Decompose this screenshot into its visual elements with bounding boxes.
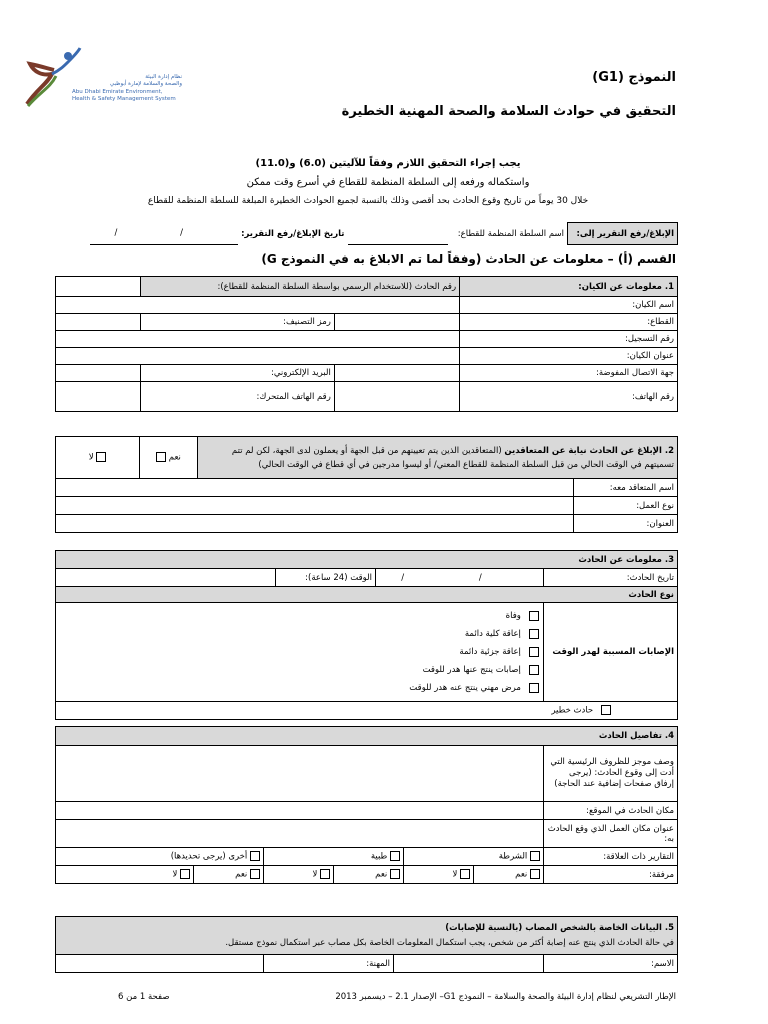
intro-line2: واستكماله ورفعه إلى السلطة المنظمة للقطاع في أسرع وقت ممكن	[246, 177, 530, 188]
report-date-field[interactable]: / /	[90, 223, 238, 245]
s3-option-total-checkbox[interactable]	[529, 629, 539, 639]
s2-work-type-label: نوع العمل:	[574, 497, 678, 515]
section-a-title: القسم (أ) – معلومات عن الحادث (وفقاً لما تم الابلاغ به في النموذج G)	[261, 252, 676, 266]
s4-work-address-field[interactable]	[56, 820, 544, 848]
s1-contact-field[interactable]	[334, 365, 459, 382]
s2-work-type-field[interactable]	[56, 497, 574, 515]
s4-medical-yes	[334, 866, 404, 884]
s3-option-injury-checkbox[interactable]	[529, 665, 539, 675]
s2-contractor-label: اسم المتعاقد معه:	[574, 479, 678, 497]
s1-sector-field[interactable]	[334, 314, 459, 331]
logo-text-ar1: نظام إدارة البيئة	[145, 74, 182, 80]
s2-address-field[interactable]	[56, 515, 574, 533]
s4-reports-label: التقارير ذات العلاقة:	[544, 848, 678, 866]
s4-other-no-label: لا	[172, 869, 178, 880]
s2-header	[198, 437, 678, 479]
s4-police-no	[404, 866, 474, 884]
s1-title: 1. معلومات عن الكيان:	[460, 277, 678, 297]
s5-name-label: الاسم:	[544, 955, 678, 973]
s4-location-label: مكان الحادث في الموقع:	[544, 802, 678, 820]
section-3-table	[55, 550, 678, 720]
intro-line1: يجب إجراء التحقيق اللازم وفقاً للآليتين (6.0) و(11.0)	[255, 158, 521, 169]
s5-job-label: المهنة:	[264, 955, 394, 973]
s3-option-fatal-checkbox[interactable]	[529, 611, 539, 621]
s4-location-field[interactable]	[56, 802, 544, 820]
section-4-table	[55, 726, 678, 884]
s4-work-address-label: عنوان مكان العمل الذي وقع الحادث به:	[544, 820, 678, 848]
s2-desc1: (المتعاقدين الذين يتم تعيينهم من قبل الجهة أو يعملون لدى الجهة، لكن لم تتم	[231, 445, 502, 456]
form-code: النموذج (G1)	[592, 70, 676, 85]
s1-mobile-label: رقم الهاتف المتحرك:	[140, 382, 334, 412]
s2-yes-cell	[140, 437, 198, 479]
s4-police-yes-checkbox[interactable]	[530, 869, 540, 879]
s4-police-yes	[474, 866, 544, 884]
s1-sector-label: القطاع:	[460, 314, 678, 331]
section-2-fields	[55, 478, 678, 533]
s4-other-yes-checkbox[interactable]	[250, 869, 260, 879]
s1-entity-name-field[interactable]	[56, 297, 460, 314]
logo-text-ar2: والصحة والسلامة لإمارة أبوظبي	[109, 81, 182, 87]
s3-serious-label: حادث خطير	[551, 705, 594, 716]
s1-entity-name-label: اسم الكيان:	[460, 297, 678, 314]
s1-email-label: البريد الإلكتروني:	[140, 365, 334, 382]
s4-attached-label: مرفقة:	[544, 866, 678, 884]
s4-other-yes	[194, 866, 264, 884]
report-table	[90, 222, 678, 245]
s1-phone-field[interactable]	[334, 382, 459, 412]
s4-police-no-label: لا	[452, 869, 458, 880]
s4-other-checkbox[interactable]	[250, 851, 260, 861]
page-title: التحقيق في حوادث السلامة والصحة المهنية الخطيرة	[341, 104, 676, 119]
s1-reg-no-label: رقم التسجيل:	[460, 331, 678, 348]
section-1-table	[55, 276, 678, 412]
s4-desc-field[interactable]	[56, 746, 544, 802]
s3-date-label: تاريخ الحادث:	[544, 569, 678, 587]
s3-option-disease	[60, 679, 539, 697]
s3-time-label: الوقت (24 ساعة):	[276, 569, 376, 587]
s5-job-field[interactable]	[56, 955, 264, 973]
s1-incident-no-label: رقم الحادث (للاستخدام الرسمي بواسطة السلطة المنظمة للقطاع):	[140, 277, 459, 297]
authority-field[interactable]	[348, 223, 448, 245]
s4-medical-checkbox[interactable]	[390, 851, 400, 861]
s3-date-field[interactable]: / /	[376, 569, 544, 587]
s5-title: 5. البيانات الخاصة بالشخص المصاب (بالنسبة للإصابات)	[445, 922, 674, 933]
footer-text: الإطار التشريعي لنظام إدارة البيئة والصحة والسلامة – النموذج G1– الإصدار 2.1 – ديسمبر 2013	[335, 992, 676, 1002]
s4-police-yes-label: نعم	[515, 869, 528, 880]
s1-phone-label: رقم الهاتف:	[460, 382, 678, 412]
s2-no-label: لا	[88, 452, 94, 463]
s3-option-partial-checkbox[interactable]	[529, 647, 539, 657]
section-5-table	[55, 916, 678, 973]
s3-title: 3. معلومات عن الحادث	[56, 551, 678, 569]
s3-option-total-label: إعاقة كلية دائمة	[464, 629, 521, 639]
report-to-label: الإبلاغ/رفع التقرير إلى:	[568, 223, 678, 245]
s3-type-label: نوع الحادث	[56, 587, 678, 603]
footer-page: صفحة 1 من 6	[118, 992, 170, 1002]
s4-medical-no	[264, 866, 334, 884]
s4-medical-yes-checkbox[interactable]	[390, 869, 400, 879]
s3-time-field[interactable]	[56, 569, 276, 587]
s1-mobile-field[interactable]	[56, 382, 141, 412]
s3-option-total	[60, 625, 539, 643]
s3-option-disease-checkbox[interactable]	[529, 683, 539, 693]
s3-option-fatal	[60, 607, 539, 625]
s3-serious-checkbox[interactable]	[601, 705, 611, 715]
s5-note: في حالة الحادث الذي ينتج عنه إصابة أكثر من شخص، يجب استكمال المعلومات الخاصة بكل مصاب عبر استكمال نموذج مستقل.	[225, 937, 674, 948]
logo-text-en1: Abu Dhabi Emirate Environment,	[72, 89, 163, 95]
s4-medical-no-checkbox[interactable]	[320, 869, 330, 879]
s4-police-label: الشرطة	[498, 851, 528, 862]
s5-header	[56, 917, 678, 955]
s5-name-field[interactable]	[394, 955, 544, 973]
s4-other-yes-label: نعم	[235, 869, 248, 880]
s4-title: 4. تفاصيل الحادث	[56, 727, 678, 746]
s3-serious-cell	[56, 702, 678, 720]
s1-contact-label: جهة الاتصال المفوضة:	[460, 365, 678, 382]
s1-class-code-label: رمز التصنيف:	[140, 314, 334, 331]
s4-medical-label: طبية	[370, 851, 388, 862]
s2-yes-label: نعم	[168, 452, 181, 463]
s4-police-checkbox[interactable]	[530, 851, 540, 861]
s3-option-disease-label: مرض مهني ينتج عنه هدر للوقت	[409, 683, 521, 693]
s4-desc-label: وصف موجز للظروف الرئيسية التي أدت إلى وقوع الحادث: (يرجى إرفاق صفحات إضافية عند الحاجة)	[544, 746, 678, 802]
s2-contractor-field[interactable]	[56, 479, 574, 497]
authority-label: اسم السلطة المنظمة للقطاع:	[457, 228, 564, 239]
s3-option-injury-label: إصابات ينتج عنها هدر للوقت	[422, 665, 521, 675]
s2-address-label: العنوان:	[574, 515, 678, 533]
s4-other-cell	[56, 848, 264, 866]
s4-police-cell	[404, 848, 544, 866]
s1-address-field[interactable]	[56, 348, 460, 365]
s4-other-label: أخرى (يرجى تحديدها)	[170, 851, 248, 862]
s4-other-no-checkbox[interactable]	[180, 869, 190, 879]
logo-text-en2: Health & Safety Management System	[72, 96, 176, 102]
s2-desc2: تسميتهم في الوقت الحالي من قبل السلطة المنظمة للقطاع المعني/ أو ليسوا مدرجين في أي قطاع في الوقت الحالي)	[258, 459, 674, 470]
s1-address-label: عنوان الكيان:	[460, 348, 678, 365]
s4-medical-cell	[264, 848, 404, 866]
s3-option-partial	[60, 643, 539, 661]
report-date-label: تاريخ الإبلاغ/رفع التقرير:	[241, 228, 345, 239]
s3-lost-time-label: الإصابات المسببة لهدر الوقت	[544, 603, 678, 702]
s4-police-no-checkbox[interactable]	[460, 869, 470, 879]
s1-reg-no-field[interactable]	[56, 331, 460, 348]
s4-other-no	[56, 866, 194, 884]
s2-title: 2. الإبلاغ عن الحادث نيابة عن المتعاقدين	[504, 445, 674, 456]
intro-line3: خلال 30 يوماً من تاريخ وقوع الحادث بحد أقصى وذلك بالنسبة لجميع الحوادث الخطيرة المبلغة للسلطة المنظمة للقطاع	[147, 196, 589, 206]
s4-medical-no-label: لا	[312, 869, 318, 880]
logo	[22, 44, 182, 120]
s1-class-code-field[interactable]	[56, 314, 141, 331]
s3-option-fatal-label: وفاة	[505, 611, 521, 621]
s2-no-checkbox[interactable]	[96, 452, 106, 462]
s3-option-partial-label: إعاقة جزئية دائمة	[459, 647, 521, 657]
s4-medical-yes-label: نعم	[375, 869, 388, 880]
s3-options-cell	[56, 603, 544, 702]
section-2-table	[55, 436, 678, 479]
s2-no-cell	[56, 437, 140, 479]
s2-yes-checkbox[interactable]	[156, 452, 166, 462]
s3-option-injury	[60, 661, 539, 679]
s1-email-field[interactable]	[56, 365, 141, 382]
s1-incident-no-field[interactable]	[56, 277, 141, 297]
